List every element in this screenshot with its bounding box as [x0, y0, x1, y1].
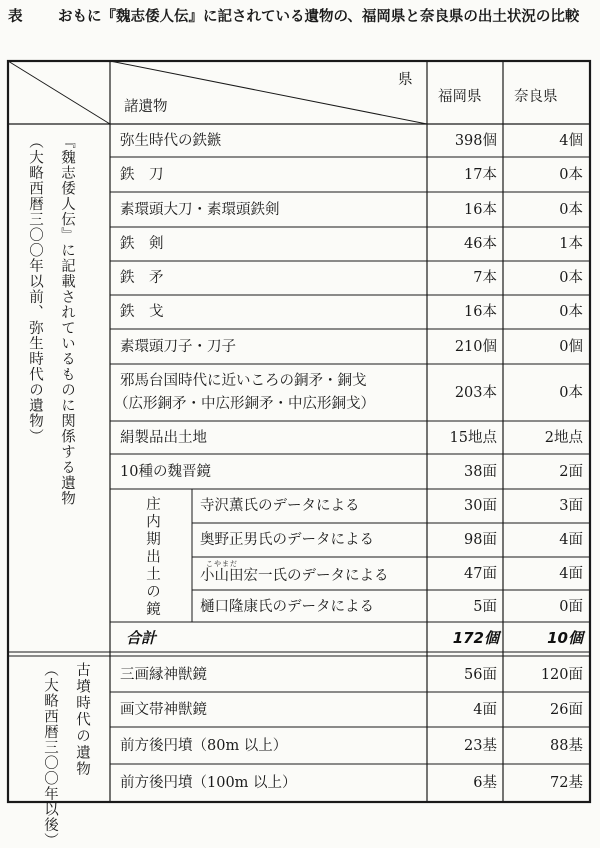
group-label-kofun-sub: （大略西暦三〇〇年以後） — [42, 662, 58, 848]
table-row-nara: 0面 — [559, 599, 583, 615]
table-row-item: 寺沢薫氏のデータによる — [200, 498, 360, 514]
table-row-nara: 0本 — [559, 304, 583, 320]
table-row-item: 鉄 刀 — [120, 167, 164, 183]
table-row-nara: 4個 — [559, 133, 583, 149]
total-nara: 10個 — [547, 629, 583, 647]
table-row-item: 樋口隆康氏のデータによる — [200, 599, 374, 615]
table-row-nara: 0本 — [559, 385, 583, 401]
table-row-item: 絹製品出土地 — [120, 430, 207, 446]
header-col-fukuoka: 福岡県 — [438, 89, 482, 105]
table-row-fukuoka: 38面 — [464, 464, 497, 480]
table-row-fukuoka: 46本 — [464, 236, 497, 252]
table-row-item-detail: （広形銅矛・中広形銅矛・中広形銅戈） — [114, 396, 375, 412]
table-row-nara: 0本 — [559, 202, 583, 218]
table-row-fukuoka: 23基 — [464, 738, 497, 754]
table-row-fukuoka: 30面 — [464, 498, 497, 514]
table-row-nara: 4面 — [559, 532, 583, 548]
table-row-nara: 2面 — [559, 464, 583, 480]
table-row-item: 10種の魏晋鏡 — [120, 464, 211, 480]
table-row-fukuoka: 16本 — [464, 202, 497, 218]
table-row-nara: 1本 — [559, 236, 583, 252]
furigana-ruby: こやまだ — [206, 560, 238, 568]
table-row-item: 鉄 矛 — [120, 270, 164, 286]
group-label-kofun: 古墳時代の遺物 — [74, 662, 90, 778]
table-row-nara: 0本 — [559, 270, 583, 286]
table-row-item: 奥野正男氏のデータによる — [200, 532, 374, 548]
table-row-fukuoka: 56面 — [464, 667, 497, 683]
table-row-nara: 2地点 — [544, 430, 583, 446]
table-row-nara: 4面 — [559, 566, 583, 582]
caption-title: おもに『魏志倭人伝』に記されている遺物の、福岡県と奈良県の出土状況の比較 — [58, 9, 580, 25]
table-row-fukuoka: 16本 — [464, 304, 497, 320]
table-row-fukuoka: 4面 — [473, 702, 497, 718]
total-fukuoka: 172個 — [452, 629, 499, 647]
table-row-nara: 26面 — [550, 702, 583, 718]
table-row-fukuoka: 6基 — [473, 775, 497, 791]
table-row-fukuoka: 47面 — [464, 566, 497, 582]
table-row-nara: 3面 — [559, 498, 583, 514]
table-row-item: 素環頭刀子・刀子 — [120, 339, 236, 355]
group-label-shonai: 庄内期出土の鏡 — [144, 496, 160, 619]
table-row-fukuoka: 7本 — [473, 270, 497, 286]
table-row-item: 邪馬台国時代に近いころの銅矛・銅戈 — [120, 373, 367, 389]
table-row-item: 素環頭大刀・素環頭鉄剣 — [120, 202, 280, 218]
table-row-fukuoka: 398個 — [454, 133, 497, 149]
group-label-wajinden: 『魏志倭人伝』に記載されているものに関係する遺物 — [59, 134, 75, 506]
table-row-fukuoka: 17本 — [464, 167, 497, 183]
table-row-item: 三画縁神獣鏡 — [120, 667, 207, 683]
table-row-fukuoka: 5面 — [473, 599, 497, 615]
table-row-item: 鉄 戈 — [120, 304, 164, 320]
table-row-item: 鉄 剣 — [120, 236, 164, 252]
header-col-nara: 奈良県 — [514, 89, 558, 105]
table-row-fukuoka: 203本 — [454, 385, 497, 401]
table-row-item: 前方後円墳（100m 以上） — [120, 775, 297, 791]
table-row-nara: 0本 — [559, 167, 583, 183]
table-row-item: 画文帯神獣鏡 — [120, 702, 207, 718]
group-label-wajinden-sub: （大略西暦三〇〇年以前、弥生時代の遺物） — [27, 134, 43, 444]
table-row-nara: 120面 — [540, 667, 583, 683]
table-row-nara: 72基 — [550, 775, 583, 791]
caption-label: 表 — [8, 9, 23, 25]
header-items-label: 諸遺物 — [124, 99, 168, 115]
table-row-fukuoka: 15地点 — [449, 430, 497, 446]
table-row-fukuoka: 210個 — [454, 339, 497, 355]
table-row-nara: 88基 — [550, 738, 583, 754]
table-row-fukuoka: 98面 — [464, 532, 497, 548]
header-pref-label: 県 — [398, 72, 413, 88]
table-row-nara: 0個 — [559, 339, 583, 355]
table-row-item: 小山田宏一氏のデータによる — [200, 568, 389, 584]
table-row-item: 前方後円墳（80m 以上） — [120, 738, 288, 754]
total-label: 合計 — [126, 629, 157, 647]
table-row-item: 弥生時代の鉄鏃 — [120, 133, 222, 149]
